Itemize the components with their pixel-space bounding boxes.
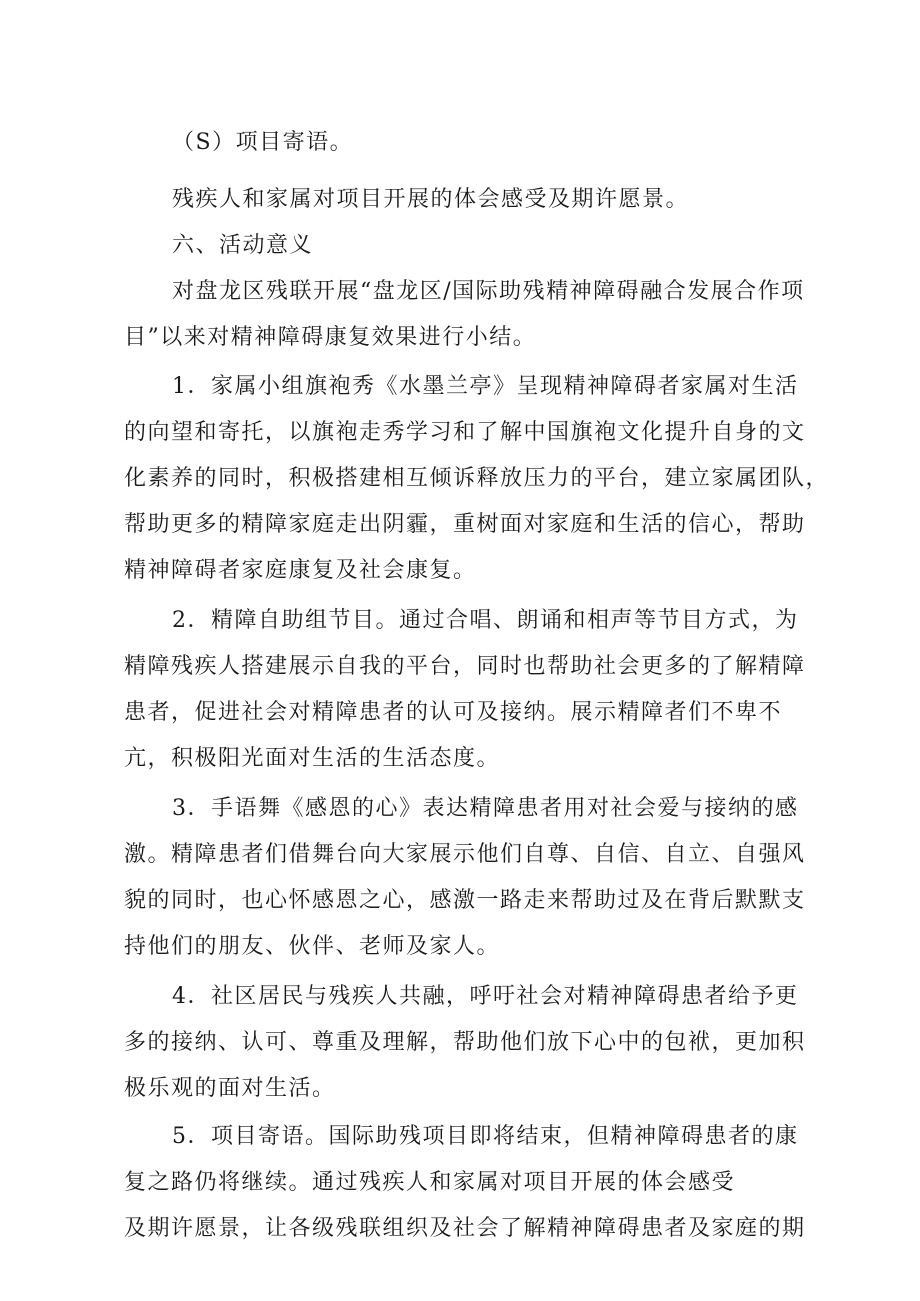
- paragraph-line: 4．社区居民与残疾人共融，呼吁社会对精神障碍患者给予更: [172, 984, 799, 1009]
- paragraph-line: 化素养的同时，积极搭建相互倾诉释放压力的平台，建立家属团队，: [124, 466, 830, 491]
- paragraph-line: 3．手语舞《感恩的心》表达精障患者用对社会爱与接纳的感: [172, 796, 799, 821]
- paragraph-line: 对盘龙区残联开展“盘龙区/国际助残精神障碍融合发展合作项: [172, 279, 805, 304]
- paragraph-line: 患者，促进社会对精障患者的认可及接纳。展示精障者们不卑不: [124, 700, 783, 725]
- paragraph-line: 5．项目寄语。国际助残项目即将结束，但精神障碍患者的康: [172, 1124, 799, 1149]
- paragraph-line: 1．家属小组旗袍秀《水墨兰亭》呈现精神障碍者家属对生活: [172, 374, 799, 399]
- paragraph-line: 多的接纳、认可、尊重及理解，帮助他们放下心中的包袱，更加积: [124, 1030, 806, 1055]
- paragraph-line: 亢，积极阳光面对生活的生活态度。: [124, 746, 501, 771]
- paragraph-line: 残疾人和家属对项目开展的体会感受及期许愿景。: [172, 187, 690, 212]
- paragraph-line: 复之路仍将继续。通过残疾人和家属对项目开展的体会感受: [124, 1170, 736, 1195]
- paragraph-line: 精障残疾人搭建展示自我的平台，同时也帮助社会更多的了解精障: [124, 654, 806, 679]
- paragraph-line: 目”以来对精神障碍康复效果进行小结。: [124, 325, 537, 350]
- paragraph-line: 持他们的朋友、伙伴、老师及家人。: [124, 934, 501, 959]
- paragraph-line: 极乐观的面对生活。: [124, 1076, 336, 1101]
- paragraph-line: 的向望和寄托，以旗袍走秀学习和了解中国旗袍文化提升自身的文: [124, 420, 806, 445]
- paragraph-line: 貌的同时，也心怀感恩之心，感激一路走来帮助过及在背后默默支: [124, 888, 806, 913]
- paragraph-line: 精神障碍者家庭康复及社会康复。: [124, 558, 477, 583]
- paragraph-line: 及期许愿景，让各级残联组织及社会了解精神障碍患者及家庭的期: [124, 1216, 806, 1241]
- paragraph-line: 帮助更多的精障家庭走出阴霾，重树面对家庭和生活的信心，帮助: [124, 512, 806, 537]
- section-heading: 六、活动意义: [172, 233, 314, 258]
- paragraph-line: 2．精障自助组节目。通过合唱、朗诵和相声等节目方式，为: [172, 608, 799, 633]
- paragraph-line: 激。精障患者们借舞台向大家展示他们自尊、自信、自立、自强风: [124, 842, 806, 867]
- item-s-heading: （S）项目寄语。: [172, 130, 354, 155]
